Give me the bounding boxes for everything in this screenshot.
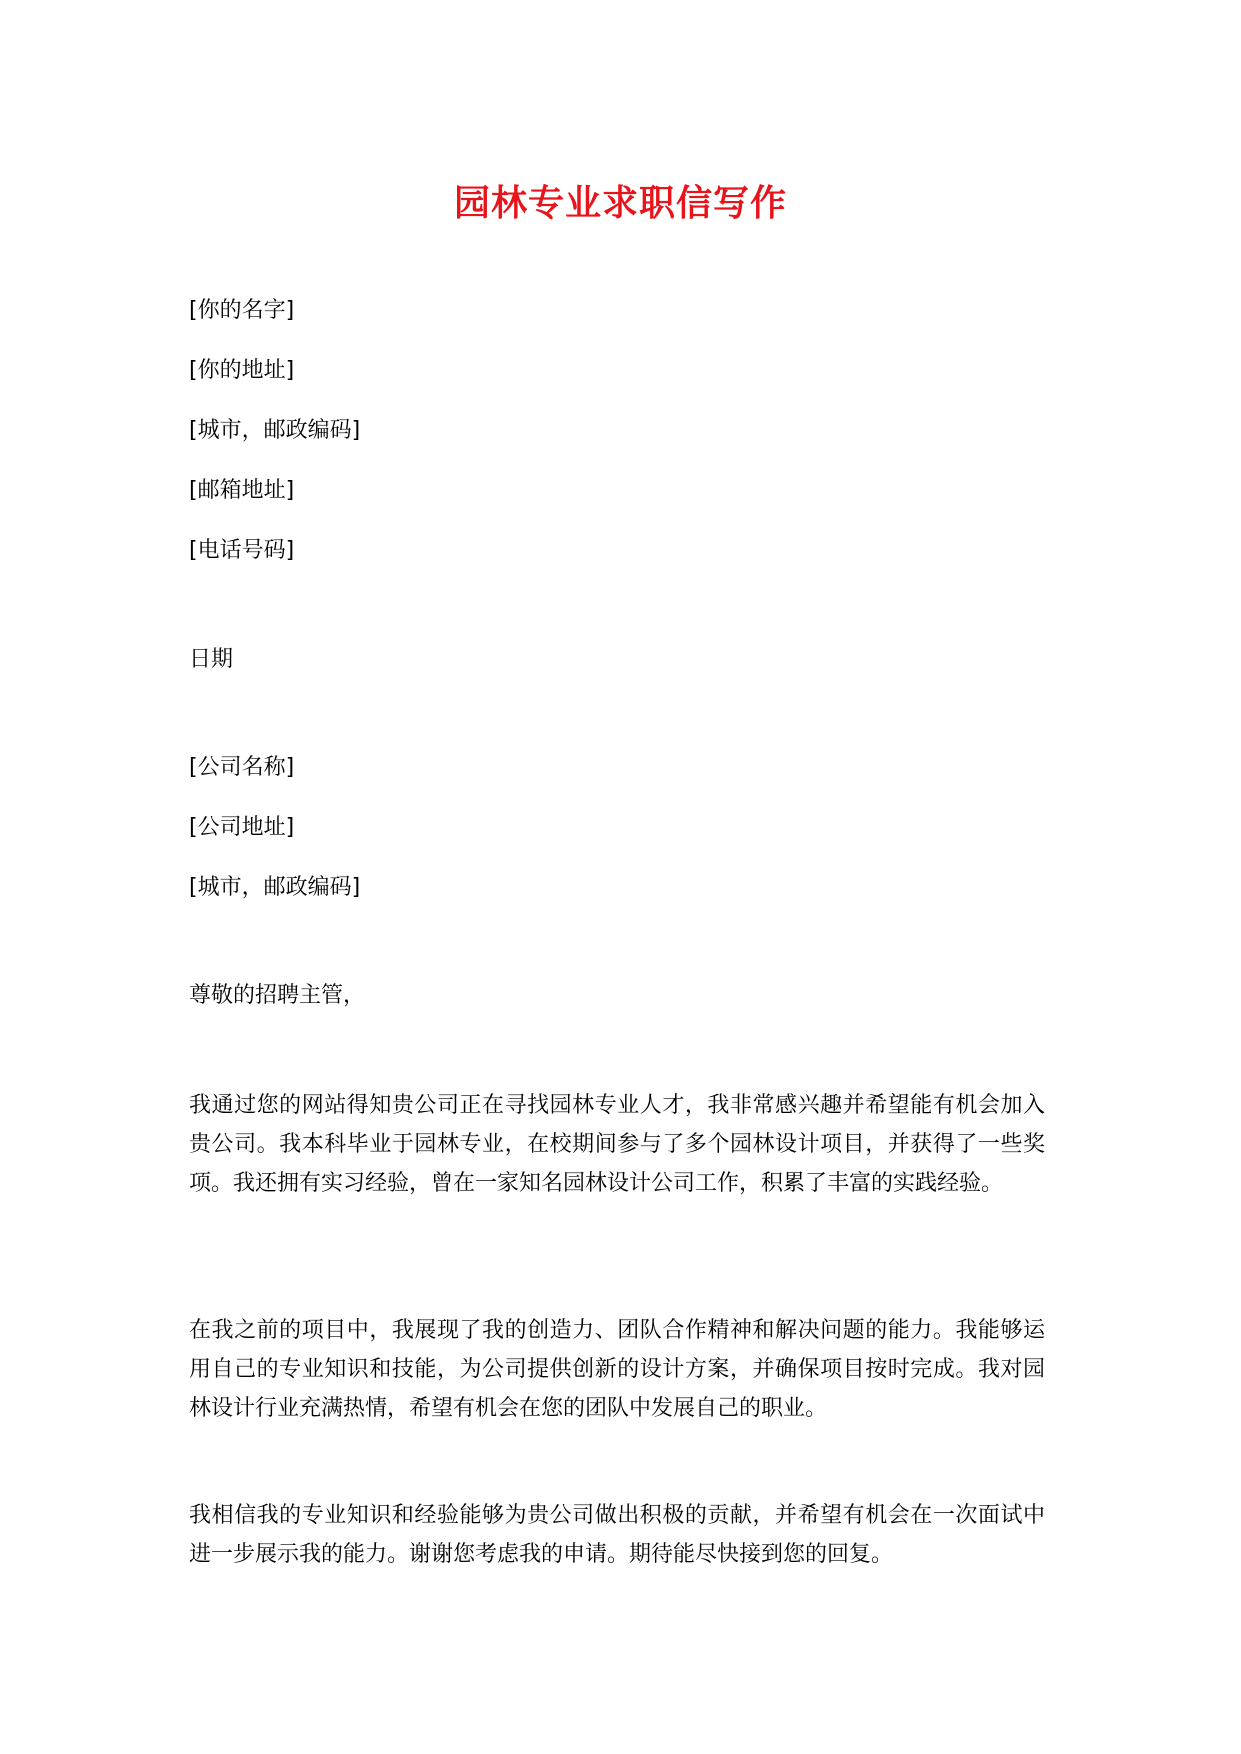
recipient-address: [公司地址] [189, 815, 295, 840]
body-paragraph-3: 我相信我的专业知识和经验能够为贵公司做出积极的贡献，并希望有机会在一次面试中进一步展示我的能力。谢谢您考虑我的申请。期待能尽快接到您的回复。 [189, 1503, 1045, 1567]
recipient-company: [公司名称] [189, 755, 295, 780]
sender-city-zip: [城市，邮政编码] [189, 418, 361, 443]
document-title: 园林专业求职信写作 [453, 183, 787, 224]
sender-phone: [电话号码] [189, 538, 295, 563]
body-paragraph-1: 我通过您的网站得知贵公司正在寻找园林专业人才，我非常感兴趣并希望能有机会加入贵公司。我本科毕业于园林专业，在校期间参与了多个园林设计项目，并获得了一些奖项。我还拥有实习经验，曾在一家知名园林设计公司工作，积累了丰富的实践经验。 [189, 1093, 1045, 1196]
sender-name: [你的名字] [189, 298, 295, 323]
sender-address: [你的地址] [189, 358, 295, 383]
recipient-city-zip: [城市，邮政编码] [189, 875, 361, 900]
sender-email: [邮箱地址] [189, 478, 295, 503]
body-paragraph-2: 在我之前的项目中，我展现了我的创造力、团队合作精神和解决问题的能力。我能够运用自己的专业知识和技能，为公司提供创新的设计方案，并确保项目按时完成。我对园林设计行业充满热情，希望有机会在您的团队中发展自己的职业。 [189, 1318, 1045, 1421]
letter-date: 日期 [189, 647, 234, 672]
salutation: 尊敬的招聘主管， [189, 983, 366, 1008]
